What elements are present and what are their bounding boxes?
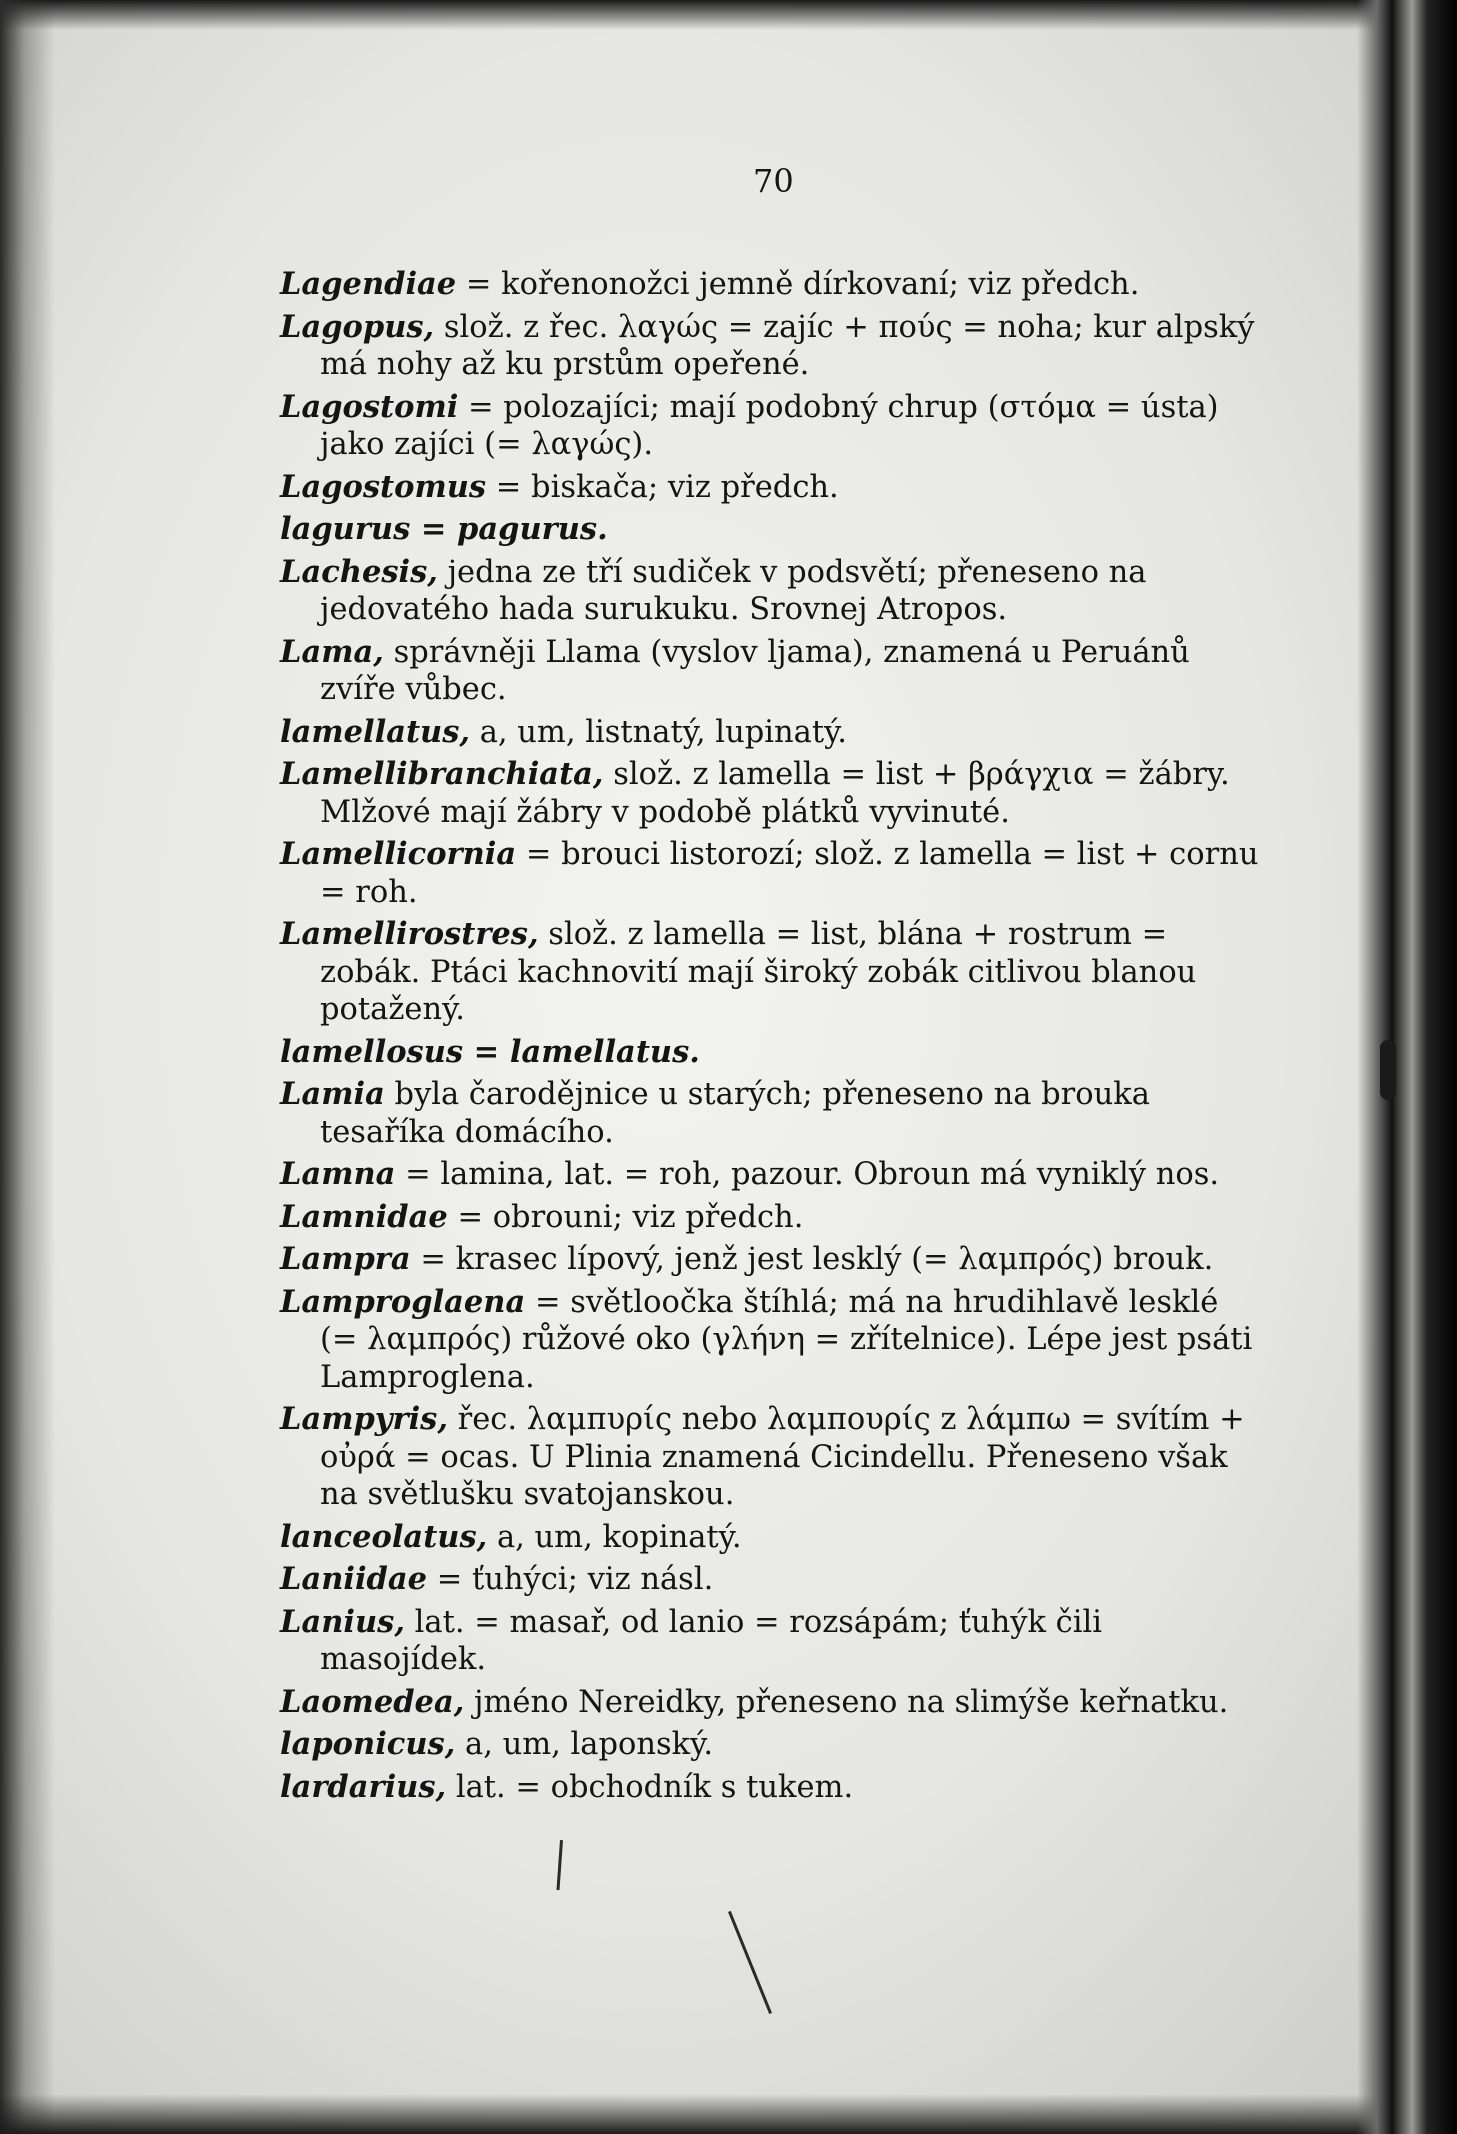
dictionary-entry: [280, 1241, 1260, 1279]
dictionary-entry: [280, 714, 1260, 752]
entry-headword: Lagopus,: [280, 308, 435, 345]
entry-definition: slož. z řec. λαγώς = zajíc + πούς = noha; kur alpský má nohy až ku prstům opeřené.: [320, 309, 1255, 382]
entry-definition: a, um, laponský.: [455, 1727, 714, 1762]
dictionary-entry: [280, 1284, 1260, 1397]
entry-headword: Laniidae: [280, 1561, 428, 1597]
entry-headword: Lagostomi: [280, 388, 459, 425]
dictionary-entry: [280, 1604, 1260, 1679]
entry-definition: = kořenonožci jemně dírkovaní; viz předch.: [456, 267, 1140, 302]
entry-headword: Lamnidae: [280, 1198, 448, 1235]
entry-definition: jméno Nereidky, přeneseno na slimýše keřnatku.: [464, 1684, 1229, 1720]
dictionary-entry: [280, 1156, 1260, 1194]
entry-definition: = biskača; viz předch.: [486, 469, 839, 505]
dictionary-entry: [280, 1199, 1260, 1237]
pen-stroke-mark: [557, 1840, 563, 1890]
scan-edge-bottom: [0, 2094, 1457, 2134]
entry-headword: Lampra: [280, 1241, 411, 1277]
ink-stain: [1380, 1040, 1396, 1100]
entry-headword: Lagostomus: [280, 468, 487, 505]
dictionary-entries: [280, 266, 1260, 1811]
entry-definition: = ťuhýci; viz násl.: [427, 1562, 714, 1597]
dictionary-entry: [280, 266, 1260, 304]
dictionary-entry: [280, 1726, 1260, 1764]
entry-headword: Lagendiae: [280, 266, 457, 302]
dictionary-entry: [280, 469, 1260, 507]
entry-headword: Lachesis,: [280, 553, 438, 590]
dictionary-entry: [280, 1769, 1260, 1807]
entry-headword: lardarius,: [280, 1768, 447, 1805]
entry-definition: = obrouni; viz předch.: [447, 1199, 804, 1235]
dictionary-entry: [280, 389, 1260, 464]
entry-headword: lanceolatus,: [280, 1518, 488, 1555]
entry-definition: jedna ze tří sudiček v podsvětí; přeneseno na jedovatého hada surukuku. Srovnej Atropos.: [320, 554, 1147, 627]
entry-definition: byla čarodějnice u starých; přeneseno na brouka tesaříka domácího.: [320, 1077, 1150, 1150]
entry-headword: lamellosus = lamellatus.: [280, 1033, 700, 1070]
entry-definition: řec. λαμπυρίς nebo λαμπουρίς z λάμπω = svítím + οὐρά = ocas. U Plinia znamená Cicindellu. Přeneseno však na světlušku svatojanskou.: [320, 1402, 1245, 1512]
entry-headword: Laomedea,: [280, 1683, 465, 1720]
entry-headword: Lama,: [280, 633, 384, 670]
entry-definition: = brouci listorozí; slož. z lamella = list + cornu = roh.: [320, 837, 1259, 910]
dictionary-entry: [280, 511, 1260, 549]
entry-definition: slož. z lamella = list, blána + rostrum = zobák. Ptáci kachnovití mají široký zobák citlivou blanou potažený.: [320, 917, 1197, 1027]
entry-definition: slož. z lamella = list + βράγχια = žábry. Mlžové mají žábry v podobě plátků vyvinuté.: [320, 757, 1230, 830]
entry-headword: Lamia: [280, 1076, 385, 1112]
dictionary-entry: [280, 634, 1260, 709]
entry-headword: lamellatus,: [280, 713, 471, 750]
entry-headword: Lamna: [280, 1156, 396, 1192]
dictionary-entry: [280, 554, 1260, 629]
pen-stroke-mark: [728, 1911, 772, 2014]
book-spine-shadow: [1357, 0, 1457, 2134]
entry-definition: = světloočka štíhlá; má na hrudihlavě lesklé (= λαμπρός) růžové oko (γλήνη = zřítelnice). Lépe jest psáti Lamproglena.: [320, 1284, 1253, 1395]
dictionary-entry: [280, 1519, 1260, 1557]
entry-definition: a, um, kopinatý.: [487, 1519, 742, 1555]
dictionary-entry: [280, 916, 1260, 1029]
dictionary-entry: [280, 309, 1260, 384]
dictionary-entry: [280, 836, 1260, 911]
entry-headword: Lanius,: [280, 1603, 405, 1640]
entry-definition: lat. = obchodník s tukem.: [446, 1769, 854, 1805]
entry-headword: laponicus,: [280, 1726, 456, 1762]
dictionary-entry: [280, 1561, 1260, 1599]
dictionary-entry: [280, 1076, 1260, 1151]
entry-headword: Lamellibranchiata,: [280, 756, 604, 792]
dictionary-entry: [280, 1684, 1260, 1722]
entry-definition: = krasec lípový, jenž jest lesklý (= λαμπρός) brouk.: [410, 1242, 1214, 1277]
entry-definition: správněji Llama (vyslov ljama), znamená u Peruánů zvíře vůbec.: [320, 634, 1190, 707]
entry-headword: Lamellicornia: [280, 836, 517, 872]
entry-headword: Lamproglaena: [280, 1283, 526, 1320]
dictionary-entry: [280, 756, 1260, 831]
scan-edge-top: [0, 0, 1457, 30]
entry-definition: a, um, listnatý, lupinatý.: [470, 714, 847, 750]
dictionary-entry: [280, 1034, 1260, 1072]
dictionary-entry: [280, 1401, 1260, 1514]
scan-edge-left: [0, 0, 55, 2134]
page-number: 70: [753, 162, 794, 200]
entry-headword: Lamellirostres,: [280, 916, 539, 952]
entry-definition: lat. = masař, od lanio = rozsápám; ťuhýk čili masojídek.: [320, 1604, 1102, 1677]
entry-definition: = lamina, lat. = roh, pazour. Obroun má vyniklý nos.: [395, 1157, 1220, 1192]
entry-headword: lagurus = pagurus.: [280, 511, 608, 547]
entry-headword: Lampyris,: [280, 1401, 448, 1437]
entry-definition: = polozajíci; mají podobný chrup (στόμα = ústa) jako zajíci (= λαγώς).: [320, 389, 1219, 462]
